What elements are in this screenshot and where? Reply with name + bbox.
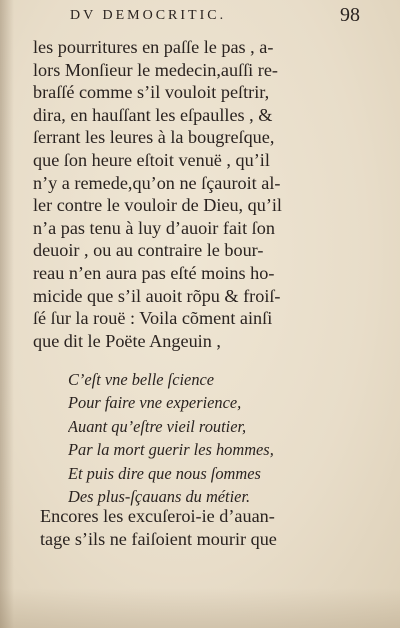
- text-line: n’a pas tenu à luy d’auoir fait ſon: [33, 217, 275, 238]
- text-line: ſé ſur la rouë : Voila cõment ainſi: [33, 308, 273, 329]
- body-paragraph: [33, 36, 363, 352]
- closing-paragraph: [40, 505, 370, 551]
- verse-line: Par la mort guerir les hommes,: [68, 440, 274, 460]
- text-line: dira, en hauſſant les eſpaulles , &: [33, 104, 273, 125]
- verse-line: Et puis dire que nous ſommes: [68, 463, 261, 483]
- page-number: 98: [340, 4, 360, 26]
- verse-quotation: [68, 368, 358, 508]
- verse-line: Pour faire vne experience,: [68, 393, 242, 413]
- text-line: braſſé comme s’il vouloit peſtrir,: [33, 82, 270, 103]
- page-gutter-shadow: [0, 0, 14, 628]
- verse-line: C’eſt vne belle ſcience: [68, 370, 215, 389]
- running-title: DV DEMOCRITIC.: [70, 8, 227, 23]
- text-line: que dit le Poëte Angeuin ,: [33, 330, 221, 351]
- text-line: Encores les excuſeroi-ie d’auan-: [40, 506, 275, 526]
- text-line: deuoir , ou au contraire le bour-: [33, 240, 264, 261]
- verse-line: Des plus-ſçauans du métier.: [68, 486, 251, 506]
- text-line: n’y a remede,qu’on ne ſçauroit al-: [33, 172, 281, 193]
- text-line: tage s’ils ne faiſoient mourir que: [40, 529, 277, 549]
- text-line: ler contre le vouloir de Dieu, qu’il: [33, 195, 282, 216]
- text-line: les pourritures en paſſe le pas , a-: [33, 37, 274, 57]
- text-line: ſerrant les leures à la bougreſque,: [33, 127, 275, 148]
- text-line: reau n’en aura pas eſté moins ho-: [33, 262, 275, 283]
- page-bottom-shade: [0, 588, 400, 628]
- verse-line: Auant qu’eſtre vieil routier,: [68, 416, 247, 436]
- text-line: lors Monſieur le medecin,auſſi re-: [33, 59, 278, 80]
- page-header: [40, 6, 360, 30]
- text-line: micide que s’il auoit rõpu & froiſ-: [33, 285, 281, 306]
- text-line: que ſon heure eſtoit venuë , qu’il: [33, 149, 270, 170]
